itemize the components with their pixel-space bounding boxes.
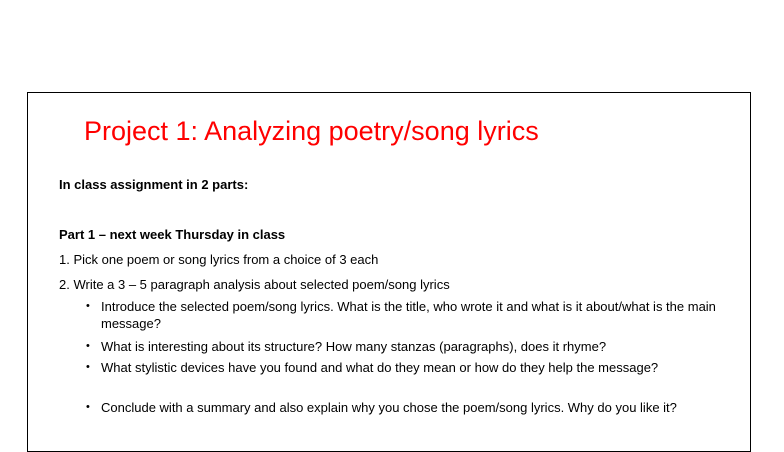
- intro-text: In class assignment in 2 parts:: [59, 177, 249, 192]
- bullet-dot-icon: •: [86, 361, 90, 373]
- bullet-text: What is interesting about its structure? How many stanzas (paragraphs), does it rhyme?: [101, 339, 607, 354]
- bullet-text: Introduce the selected poem/song lyrics. What is the title, who wrote it and what is it about/what is the main message?: [101, 299, 716, 331]
- bullet-item-4: [86, 399, 736, 416]
- bullet-dot-icon: •: [86, 300, 90, 312]
- bullet-item-1: [86, 298, 736, 332]
- slide-title: Project 1: Analyzing poetry/song lyrics: [84, 116, 539, 146]
- bullet-item-2: [86, 338, 736, 355]
- bullet-dot-icon: •: [86, 401, 90, 413]
- part1-heading: Part 1 – next week Thursday in class: [59, 227, 286, 242]
- step-item-1: 1. Pick one poem or song lyrics from a choice of 3 each: [59, 252, 379, 267]
- bullet-text: What stylistic devices have you found and what do they mean or how do they help the message?: [101, 360, 659, 375]
- bullet-text: Conclude with a summary and also explain why you chose the poem/song lyrics. Why do you like it?: [101, 400, 677, 415]
- bullet-dot-icon: •: [86, 340, 90, 352]
- bullet-item-3: [86, 359, 736, 376]
- step-item-2: 2. Write a 3 – 5 paragraph analysis about selected poem/song lyrics: [59, 277, 450, 292]
- slide-frame: [27, 92, 751, 452]
